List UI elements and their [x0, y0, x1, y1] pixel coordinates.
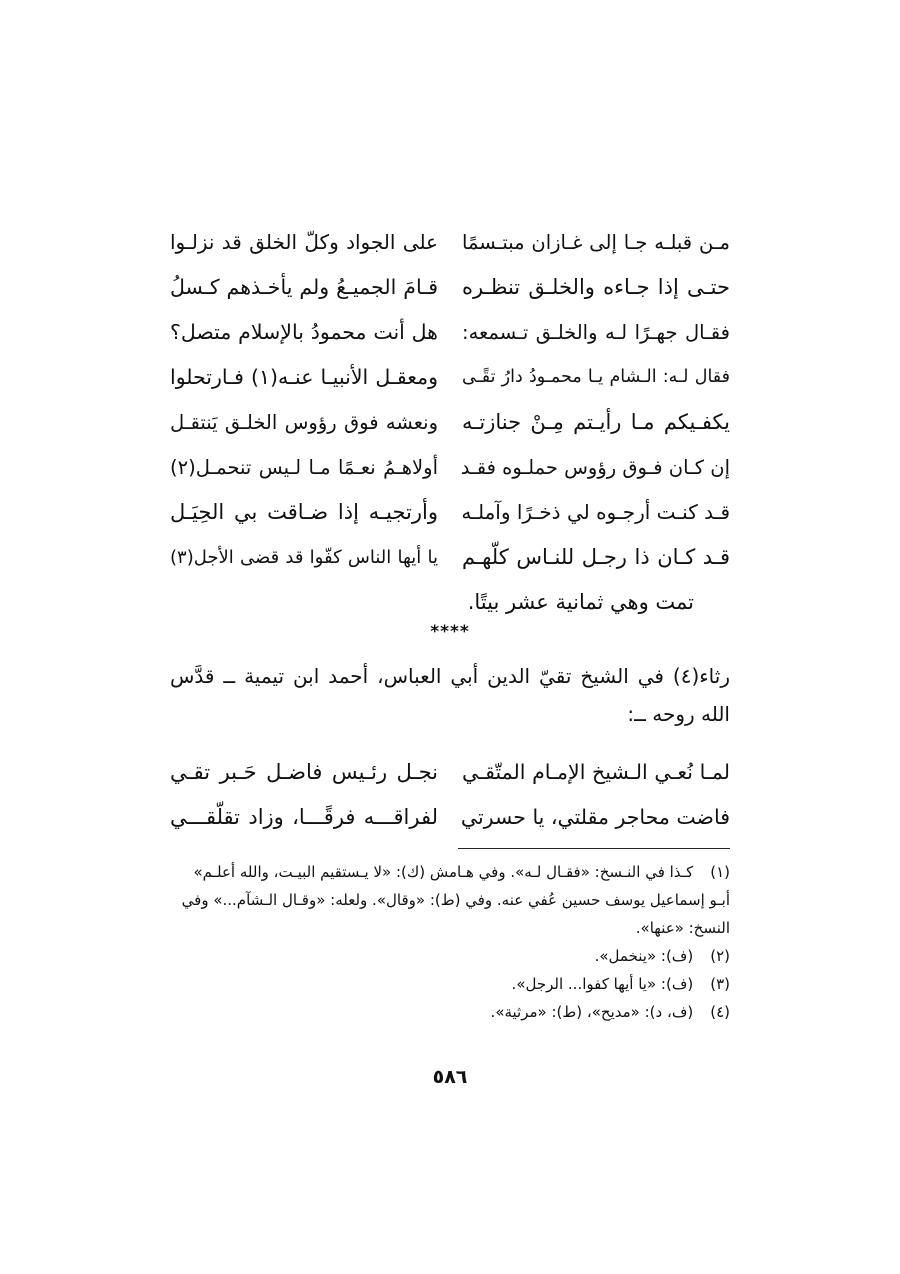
- footnote-number: (٣): [710, 975, 730, 993]
- second-hemistich: قـامَ الجميـعُ ولم يأخـذهم كـسلُ: [170, 275, 438, 299]
- footnote: [170, 942, 730, 970]
- second-hemistich: ومعقـل الأنبيـا عنـه(١) فـارتحلوا: [170, 365, 438, 389]
- poem-elegy-verses: [170, 220, 730, 580]
- first-hemistich: قـد كنـت أرجـوه لي ذخـرًا وآملـه: [461, 500, 730, 524]
- first-hemistich: فاضت محاجر مقلتي، يا حسرتي: [460, 805, 730, 829]
- footnote-text: (ف): «ينخمل».: [594, 947, 694, 965]
- first-hemistich: لمـا نُعـي الـشيخ الإمـام المتّقـي: [462, 760, 730, 784]
- verse: [170, 310, 730, 355]
- verse: [170, 795, 730, 840]
- footnote: [170, 858, 730, 942]
- second-hemistich: وأرتجيـه إذا ضـاقت بي الحِيَـل: [170, 500, 438, 524]
- second-hemistich: لفراقـــه فرقًـــا، وزاد تقلّقـــي: [170, 805, 438, 829]
- first-hemistich: فقال لـه: الـشام يـا محمـودُ دارُ تقًـى: [462, 367, 730, 387]
- first-hemistich: يكفـيكم مـا رأيـتم مِـنْ جنازتـه: [462, 410, 730, 434]
- footnote-text: كـذا في النـسخ: «فقـال لـه». وفي هـامش (ك): «لا يـستقيم البيـت، والله أعلـم» أبـو إسماعيل يوسف حسين عُفي عنه. وفي (ط): «وقال». ولعله: «وقـال الـشآم...» وفي النسخ: «عنها».: [181, 863, 730, 937]
- verse: [170, 355, 730, 400]
- elegy-introduction: رثاء(٤) في الشيخ تقيّ الدين أبي العباس، أحمد ابن تيمية ــ قدَّس الله روحه ــ:: [170, 664, 730, 726]
- first-hemistich: حتـى إذا جـاءه والخلـق تنظـره: [462, 275, 730, 299]
- footnote: [170, 970, 730, 998]
- footnote-text: (ف، د): «مديح»، (ط): «مرثية».: [490, 1003, 694, 1021]
- verse: [170, 220, 730, 265]
- verse: [170, 490, 730, 535]
- first-hemistich: مـن قبلـه جـا إلى غـازان مبتـسمًا: [462, 231, 730, 254]
- verse: [170, 750, 730, 795]
- verse: [170, 445, 730, 490]
- verse: [170, 535, 730, 580]
- footnote-number: (١): [710, 863, 730, 881]
- second-hemistich: هل أنت محمودُ بالإسلام متصل؟: [170, 320, 438, 344]
- first-hemistich: قـد كـان ذا رجـل للنـاس كلّهـم: [462, 545, 730, 569]
- second-hemistich: يا أيها الناس كفّوا قد قضى الأجل(٣): [170, 547, 438, 568]
- first-hemistich: فقـال جهـرًا لـه والخلـق تـسمعه:: [462, 321, 730, 344]
- first-hemistich: إن كـان فـوق رؤوس حملـوه فقـد: [460, 456, 730, 479]
- footnote: [170, 998, 730, 1026]
- second-hemistich: على الجواد وكلّ الخلق قد نزلـوا: [170, 230, 438, 254]
- verse: [170, 400, 730, 445]
- closing-note: تمت وهي ثمانية عشر بيتًا.: [467, 590, 694, 614]
- poem-second-elegy: [170, 750, 730, 840]
- page-number: ٥٨٦: [432, 1066, 468, 1088]
- footnote-rule: [458, 848, 730, 849]
- footnote-text: (ف): «يا أيها كفوا... الرجل».: [511, 975, 694, 993]
- verse: [170, 265, 730, 310]
- second-hemistich: ونعشه فوق رؤوس الخلـق يَنتقـل: [170, 411, 438, 434]
- second-hemistich: نجـل رئـيس فاضـل حَـبر تقـي: [170, 760, 438, 784]
- footnote-number: (٤): [710, 1003, 730, 1021]
- second-hemistich: أولاهـمُ نعـمًا مـا لـيس تنحمـل(٢): [170, 456, 438, 479]
- footnotes: [170, 858, 730, 1026]
- footnote-number: (٢): [710, 947, 730, 965]
- section-separator: ****: [430, 622, 470, 642]
